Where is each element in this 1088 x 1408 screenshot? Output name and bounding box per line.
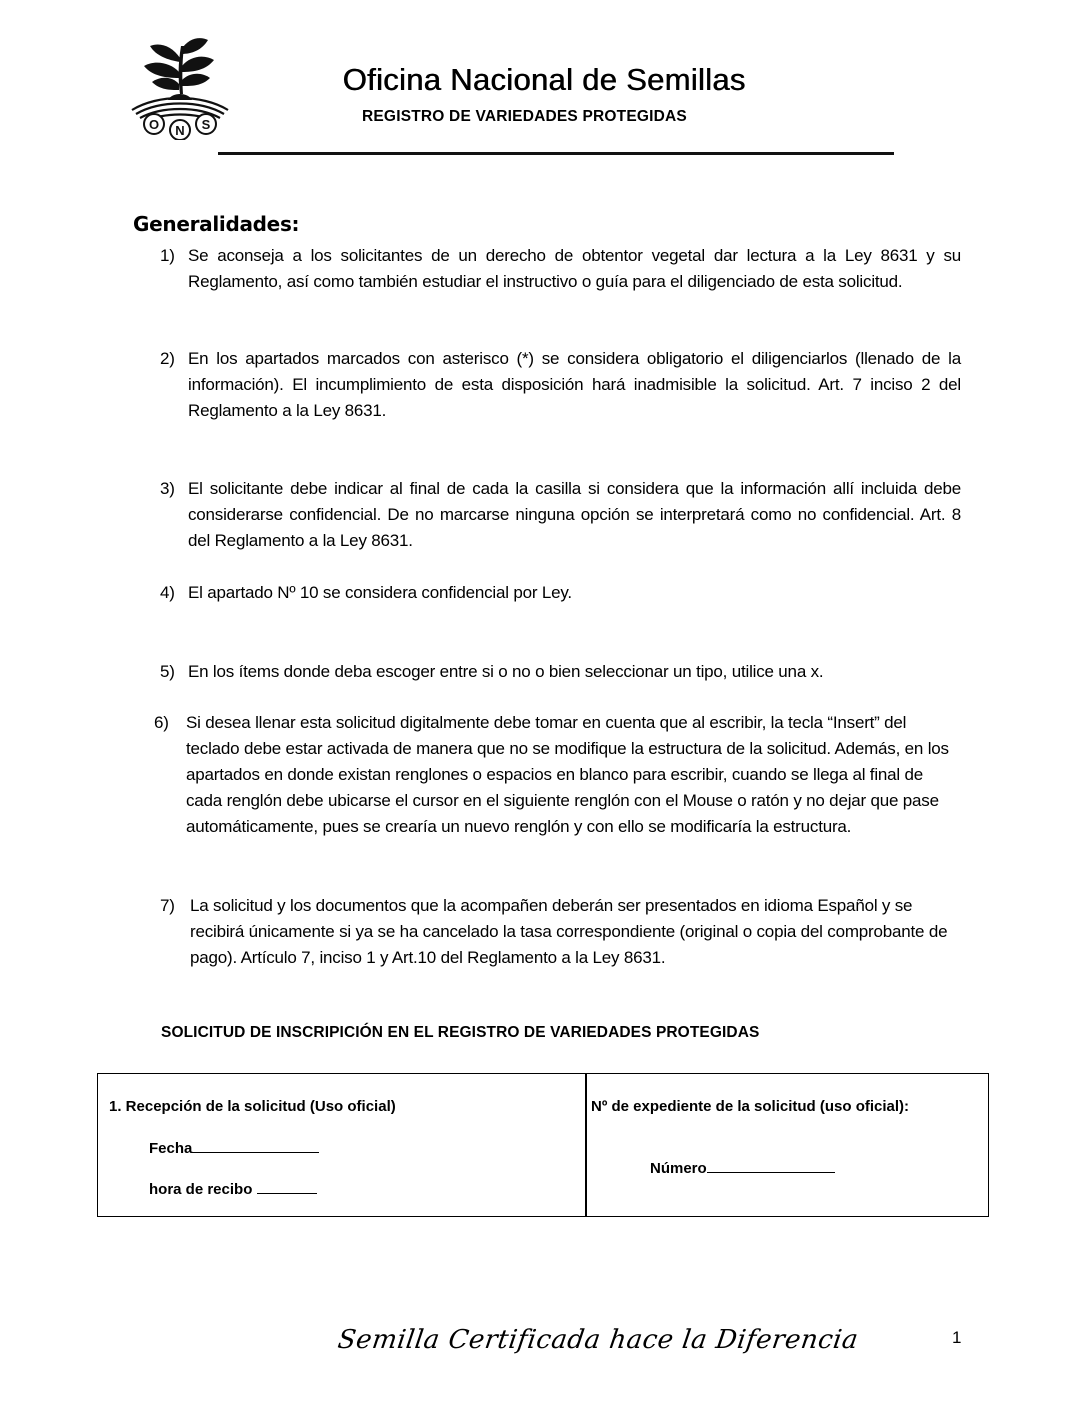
org-title (0, 62, 1088, 98)
reception-form-box (97, 1073, 989, 1217)
list-item (160, 346, 965, 426)
item-text: El apartado Nº 10 se considera confidencial por Ley. (188, 583, 572, 602)
page-number: 1 (952, 1328, 962, 1347)
item-text: Se aconseja a los solicitantes de un derecho de obtentor vegetal dar lectura a la Ley 8631 y su Reglamento, así como también estudiar el instructivo o guía para el diligenciado de esta solicitud. (188, 246, 961, 291)
hora-blank[interactable] (257, 1179, 317, 1194)
item-text: La solicitud y los documentos que la acompañen deberán ser presentados en idioma Español y se recibirá únicamente si ya se ha cancelado la tasa correspondiente (original o copia del comprobante de pago). Artículo 7, inciso 1 y Art.10 del Reglamento a la Ley 8631. (190, 896, 948, 967)
item-number: 3) (160, 479, 175, 498)
item-text: Si desea llenar esta solicitud digitalmente debe tomar en cuenta que al escribir, la tecla “Insert” del teclado debe estar activada de manera que no se modifique la estructura de la solicitud. Además, en los apartados en donde existan renglones o espacios en blanco para escribir, cuando se llega al final de cada renglón debe ubicarse el cursor en el siguiente renglón con el Mouse o ratón y no dejar que pase automáticamente, pues se crearía un nuevo renglón y con ello se modificaría la estructura. (186, 713, 949, 836)
item-text: En los apartados marcados con asterisco (*) se considera obligatorio el diligenciarlos (llenado de la información). El incumplimiento de esta disposición hará inadmisible la solicitud. Art. 7 inciso 2 del Reglamento a la Ley 8631. (188, 349, 961, 420)
form-heading: SOLICITUD DE INSCRIPICIÓN EN EL REGISTRO DE VARIEDADES PROTEGIDAS (161, 1024, 760, 1041)
list-item (160, 580, 965, 608)
fecha-field[interactable] (149, 1138, 319, 1157)
numero-label: Número (650, 1160, 707, 1177)
item-number: 7) (160, 896, 175, 915)
form-divider (585, 1074, 587, 1216)
fecha-label: Fecha (149, 1140, 193, 1157)
list-item (160, 243, 965, 323)
hora-label: hora de recibo (149, 1181, 253, 1198)
fecha-blank[interactable] (192, 1138, 319, 1153)
footer-slogan: Semilla Certificada hace la Diferencia (335, 1325, 861, 1355)
list-item (160, 476, 965, 556)
numero-blank[interactable] (707, 1158, 835, 1173)
header-rule (218, 152, 894, 155)
list-item (160, 893, 965, 1003)
list-item (160, 659, 965, 687)
section-title-generalidades: Generalidades: (133, 212, 300, 236)
registry-subtitle: REGISTRO DE VARIEDADES PROTEGIDAS (362, 108, 687, 125)
numero-field[interactable] (650, 1158, 835, 1177)
item-text: En los ítems donde deba escoger entre si o no o bien seleccionar un tipo, utilice una x. (188, 662, 824, 681)
hora-field[interactable] (149, 1179, 317, 1198)
item-text: El solicitante debe indicar al final de cada la casilla si considera que la información allí incluida debe considerarse confidencial. De no marcarse ninguna opción se interpretará como no confidencial. Art. 8 del Reglamento a la Ley 8631. (188, 479, 961, 550)
item-number: 4) (160, 583, 175, 602)
item-number: 5) (160, 662, 175, 681)
logo-letter-o: O (148, 117, 160, 132)
item-number: 1) (160, 246, 175, 265)
item-number: 6) (154, 713, 169, 732)
logo-letter-n: N (175, 123, 185, 138)
reception-title: 1. Recepción de la solicitud (Uso oficial) (109, 1098, 396, 1115)
expediente-title: Nº de expediente de la solicitud (uso oficial): (591, 1098, 910, 1115)
list-item (154, 710, 964, 870)
org-name: Oficina Nacional de Semillas (342, 62, 746, 97)
item-number: 2) (160, 349, 175, 368)
logo-letter-s: S (201, 117, 211, 132)
